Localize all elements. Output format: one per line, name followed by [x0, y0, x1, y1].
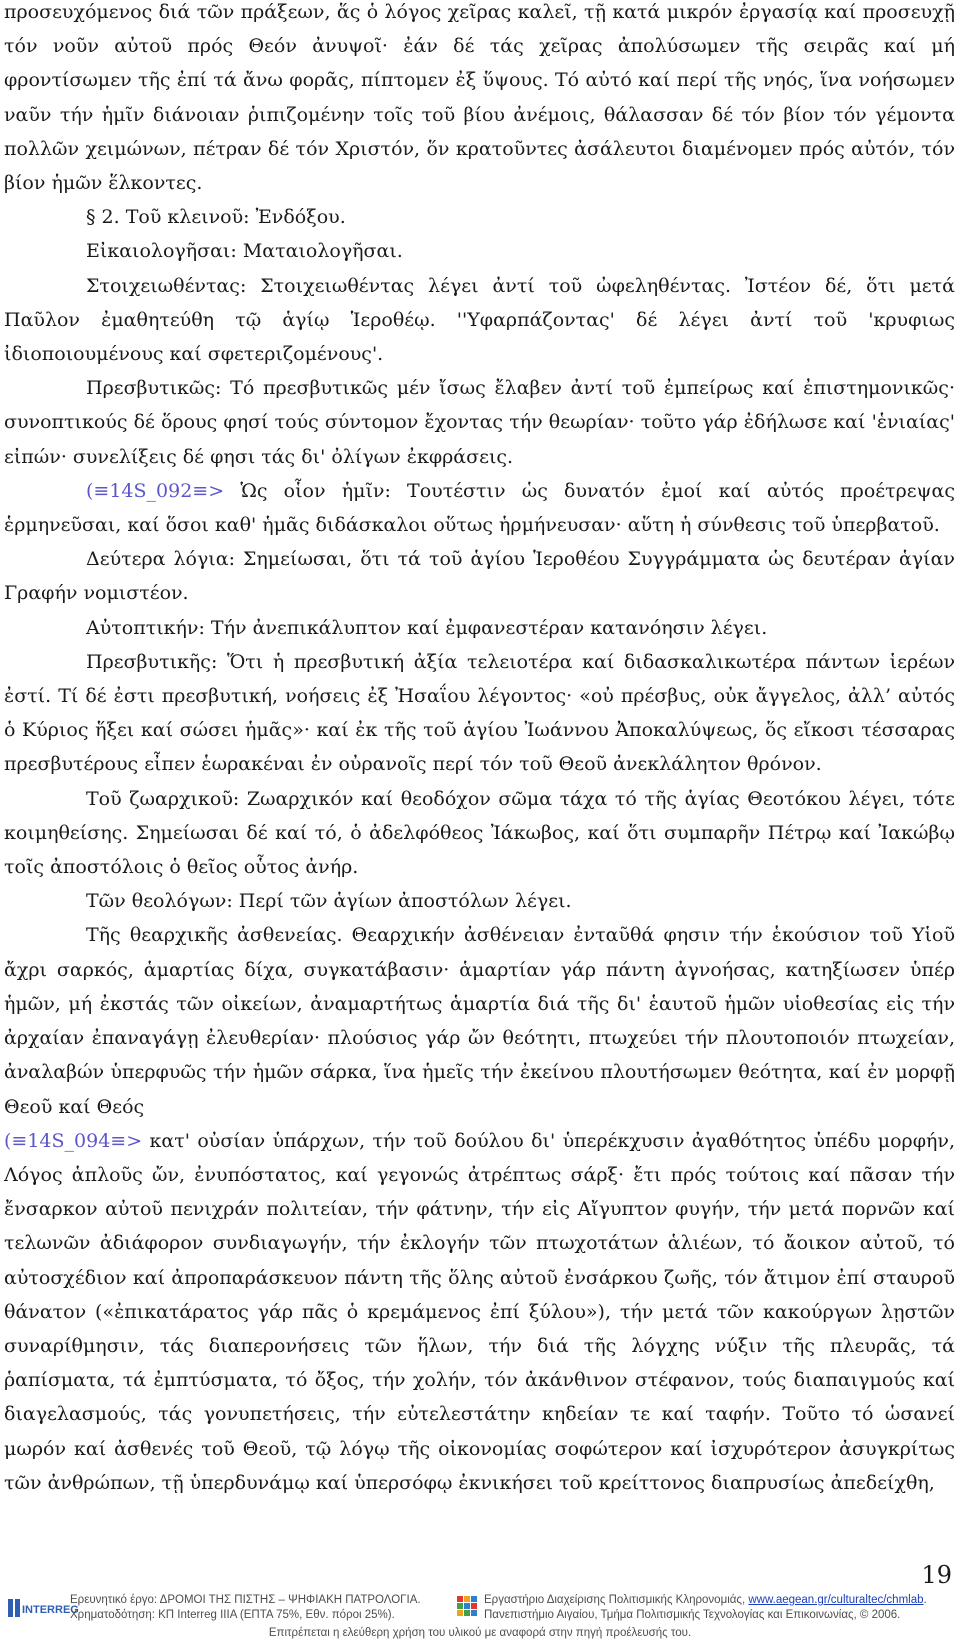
interreg-logo-text: INTERREG — [22, 1604, 79, 1616]
page-marker: (≡14S_094≡> — [4, 1129, 143, 1152]
paragraph-text: κατ' οὐσίαν ὑπάρχων, τήν τοῦ δούλου δι' ὑπερέκχυσιν ἀγαθότητος ὑπέδυ μορφήν, Λόγος ἁπλοῦς ὤν, ἐνυπόστατος, καί γεγονώς ἀτρέπτως σάρξ· ἔτι πρός τούτοις καί πᾶσαν τήν ἔνσαρκον αὐτοῦ πενιχράν πολιτείαν, τήν φάτνην, τήν εἰς Αἴγυπτον φυγήν, τήν μετά πορνῶν καί τελωνῶν ἀδιάφορον συνδιαγωγήν, τήν ἐκλογήν τῶν πτωχοτάτων ἁλιέων, τό ἄοικον αὐτοῦ, τό αὐτοσχέδιον καί ἀπροπαράσκευον πάντη τῆς ὅλης αὐτοῦ ἐνσάρκου ζωῆς, τόν ἄτιμον ἐπί σταυροῦ θάνατον («ἐπικατάρατος γάρ πᾶς ὁ κρεμάμενος ἐπί ξύλου»), τήν μετά τῶν κακούργων λῃστῶν συναρίθμησιν, τάς διαπερονήσεις τῶν ἥλων, τήν διά τῆς λόγχης νύξιν τῆς πλευρᾶς, τά ῥαπίσματα, τά ἐμπτύσματα, τό ὄξος, τήν χολήν, τόν ἀκάνθινον στέφανον, τούς διαπαιγμούς καί διαγελασμούς, τάς γονυπετήσεις, τήν εὐτελεστάτην κηδείαν τε καί ταφήν. Τοῦτο τό ὡσανεί μωρόν καί ἀσθενές τοῦ Θεοῦ, τῷ λόγῳ τῆς οἰκονομίας σοφώτερον καί ἰσχυρότερον ἀσυγκρίτως τῶν ἀνθρώπων, τῇ ὑπερδυνάμῳ καί ὑπερσόφῳ ἐκνικήσει τοῦ κρείττονος διαπρυσίως ἀπεδείχθη, — [4, 1129, 955, 1494]
paragraph-text: § 2. Τοῦ κλεινοῦ: Ἐνδόξου. — [86, 206, 346, 229]
paragraph-text: Αὐτοπτικήν: Τήν ἀνεπικάλυπτον καί ἐμφανεστέραν κατανόησιν λέγει. — [86, 616, 768, 639]
paragraph — [4, 884, 955, 918]
footer-license-notice: Επιτρέπεται η ελεύθερη χρήση του υλικού με αναφορά στην πηγή προέλευσής του. — [268, 1627, 692, 1639]
paragraph — [4, 371, 955, 474]
paragraph — [4, 782, 955, 885]
paragraph-text: Ὡς οἷον ἡμῖν: Τουτέστιν ὡς δυνατόν ἐμοί καί αὐτός προέτρεψας ἑρμηνεῦσαι, καί ὅσοι καθ' ἡμᾶς διδάσκαλοι οὕτως ἡρμήνευσαν· αὕτη ἡ σύνθεσις τοῦ ὑπερβατοῦ. — [4, 479, 955, 537]
paragraph — [4, 474, 955, 542]
paragraph — [4, 0, 955, 200]
paragraph-text: Στοιχειωθέντας: Στοιχειωθέντας λέγει ἀντί τοῦ ὠφεληθέντας. Ἰστέον δέ, ὅτι μετά Παῦλον ἐμαθητεύθη τῷ ἁγίῳ Ἱεροθέῳ. ''Υφαρπάζοντας' δέ λέγει ἀντί τοῦ 'κρυφιως ἰδιοποιουμένους καί σφετεριζομένους'. — [4, 274, 955, 366]
footer-lab-link[interactable]: www.aegean.gr/culturaltec/chmlab — [748, 1594, 924, 1606]
paragraph — [4, 234, 955, 268]
interreg-logo-icon — [8, 1596, 79, 1620]
paragraph-text: Εἰκαιολογῆσαι: Ματαιολογῆσαι. — [86, 240, 403, 263]
footer-university-line: Πανεπιστήμιο Αιγαίου, Τμήμα Πολιτισμικής Τεχνολογίας και Επικοινωνίας, © 2006. — [484, 1609, 901, 1621]
paragraph — [4, 645, 955, 782]
paragraph — [4, 542, 955, 610]
aegean-logo-icon — [456, 1594, 478, 1618]
paragraph — [4, 269, 955, 372]
footer-lab-line-end: . — [923, 1594, 927, 1606]
footer-project-line: Ερευνητικό έργο: ΔΡΟΜΟΙ ΤΗΣ ΠΙΣΤΗΣ – ΨΗΦΙΑΚΗ ΠΑΤΡΟΛΟΓΙΑ. — [70, 1594, 421, 1606]
paragraph — [4, 200, 955, 234]
paragraph — [4, 611, 955, 645]
paragraph-text: Πρεσβυτικῶς: Τό πρεσβυτικῶς μέν ἴσως ἔλαβεν ἀντί τοῦ ἐμπείρως καί ἐπιστημονικῶς· συνοπτικούς δέ ὅρους φησί τούς σύντομον ἔχοντας τήν θεωρίαν· τοῦτο γάρ ἐδήλωσε καί 'ἑνιαίας' εἰπών· συνελίξεις δέ φησι τάς δι' ὀλίγων ἐκφράσεις. — [4, 377, 955, 468]
footer-lab-name: Εργαστήριο Διαχείρισης Πολιτισμικής Κληρονομιάς, — [484, 1594, 749, 1606]
page-marker: (≡14S_092≡> — [86, 479, 225, 502]
paragraph-text: Τῶν θεολόγων: Περί τῶν ἁγίων ἀποστόλων λέγει. — [86, 890, 572, 913]
paragraph — [4, 1124, 955, 1500]
paragraph-text: Πρεσβυτικῆς: Ὅτι ἡ πρεσβυτική ἀξία τελειοτέρα καί διδασκαλικωτέρα πάντων ἱερέων ἐστί. Τί δέ ἐστι πρεσβυτική, νοήσεις ἐξ Ἠσαΐου λέγοντος· «οὐ πρέσβυς, οὐκ ἄγγελος, ἀλλ’ αὐτός ὁ Κύριος ἥξει καί σώσει ἡμᾶς»· καί ἐκ τῆς τοῦ ἁγίου Ἰωάννου Ἀποκαλύψεως, ὅς εἴκοσι τέσσαρας πρεσβυτέρους εἶπεν ἑωρακέναι ἐν οὐρανοῖς περί τόν τοῦ Θεοῦ ἀνεκλάλητον θρόνον. — [4, 650, 955, 776]
footer-funding-line: Χρηματοδότηση: ΚΠ Interreg IIIA (ΕΠΤΑ 75%, Εθν. πόροι 25%). — [70, 1609, 395, 1621]
paragraph-text: Τοῦ ζωαρχικοῦ: Ζωαρχικόν καί θεοδόχον σῶμα τάχα τό τῆς ἁγίας Θεοτόκου λέγει, τότε κοιμηθείσης. Σημείωσαι δέ καί τό, ὁ ἀδελφόθεος Ἰάκωβος, καί ὅτι συμπαρῆν Πέτρῳ καί Ἰακώβῳ τοῖς ἀποστόλοις ὁ θεῖος οὗτος ἀνήρ. — [4, 787, 955, 879]
footer-lab-line — [484, 1593, 927, 1608]
paragraph-text: Τῆς θεαρχικῆς ἀσθενείας. Θεαρχικήν ἀσθένειαν ἐνταῦθά φησιν τήν ἑκούσιον τοῦ Υἱοῦ ἄχρι σαρκός, ἁμαρτίας δίχα, συγκατάβασιν· ἁμαρτίαν γάρ πάντη ἀγνοήσας, κατηξίωσεν ὑπέρ ἡμῶν, μή ἐκστάς τῶν οἰκείων, ἀναμαρτήτως ἁμαρτία διά τῆς δι' ἑαυτοῦ ἡμῶν υἱοθεσίας εἰς τήν ἀρχαίαν ἐπαναγάγῃ ἐλευθερίαν· πλούσιος γάρ ὤν θεότητι, πτωχεύει τήν πλουτοποιόν πτωχείαν, ἀναλαβών ὑπερφυῶς τήν ἡμῶν σάρκα, ἵνα ἡμεῖς τήν ἐκείνου πλουτήσωμεν θεότητα, καί ἐν μορφῇ Θεοῦ καί Θεός — [4, 924, 955, 1118]
paragraph-text: προσευχόμενος διά τῶν πράξεων, ἅς ὁ λόγος χεῖρας καλεῖ, τῇ κατά μικρόν ἐργασίᾳ καί προσευχῇ τόν νοῦν αὐτοῦ πρός Θεόν ἀνυψοῖ· ἐάν δέ τάς χεῖρας ἀπολύσωμεν τῆς σειρᾶς καί μή φροντίσωμεν τῆς ἐπί τά ἄνω φορᾶς, πίπτομεν ἐξ ὕψους. Τό αὐτό καί περί τῆς νηός, ἵνα νοήσωμεν ναῦν τήν ἡμῖν διάνοιαν ῥιπιζομένην τοῖς τοῦ βίου ἀνέμοις, θάλασσαν δέ τόν βίον τόν γέμοντα πολλῶν χειμώνων, πέτραν δέ τόν Χριστόν, ὅν κρατοῦντες ἀσάλευτοι διαμένομεν πρός αὐτόν, τόν βίον ἡμῶν ἕλκοντες. — [4, 1, 955, 195]
footer-project-info — [70, 1593, 421, 1623]
paragraph — [4, 918, 955, 1123]
paragraph-text: Δεύτερα λόγια: Σημείωσαι, ὅτι τά τοῦ ἁγίου Ἱεροθέου Συγγράμματα ὡς δευτέραν ἁγίαν Γραφήν νομιστέον. — [4, 548, 955, 605]
footer-lab-info — [484, 1593, 927, 1623]
footer — [0, 1590, 960, 1646]
page-number: 19 — [921, 1561, 952, 1589]
main-text — [4, 0, 955, 1500]
